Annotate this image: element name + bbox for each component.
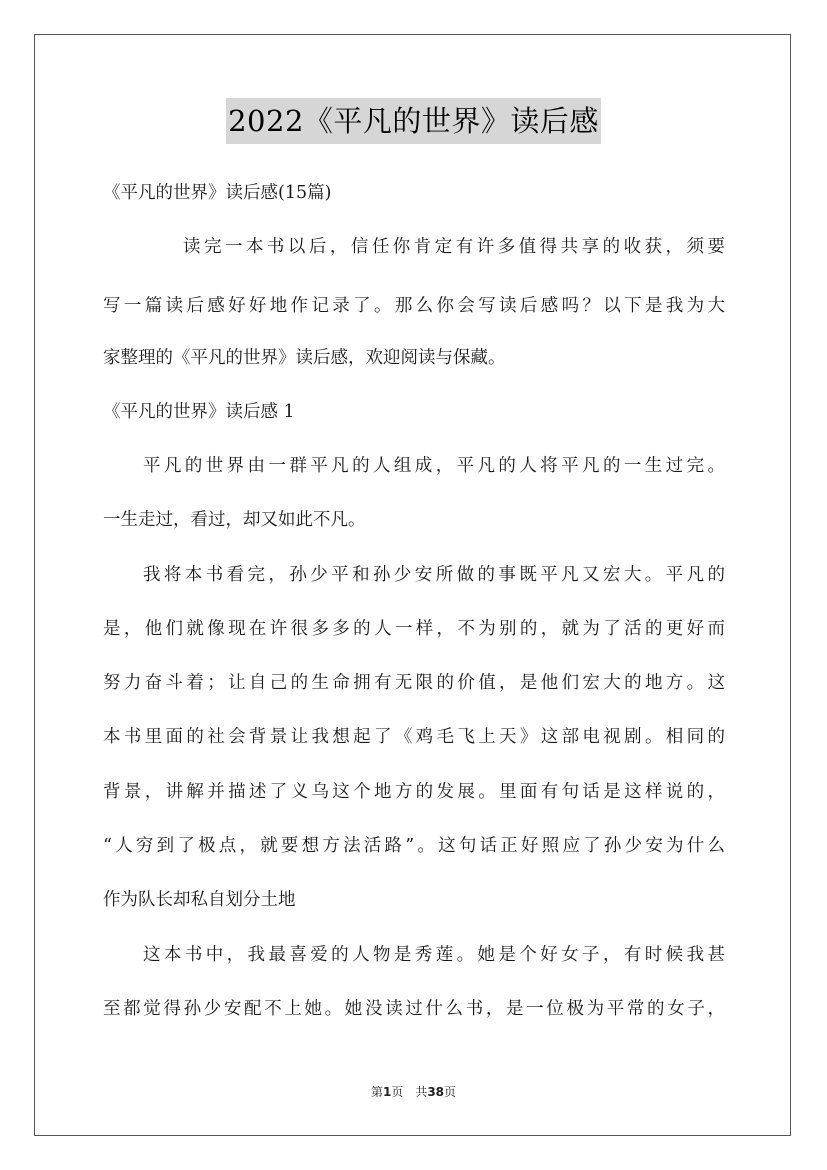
- paragraph-line: 至都觉得孙少安配不上她。她没读过什么书，是一位极为平常的女子，: [103, 999, 725, 1019]
- page-prefix: 第: [370, 1085, 383, 1099]
- page-suffix: 页: [444, 1085, 457, 1099]
- paragraph-line: 家整理的《平凡的世界》读后感，欢迎阅读与保藏。: [103, 348, 506, 368]
- paragraph-line: 作为队长却私自划分土地: [103, 890, 296, 910]
- total-page-number: 38: [427, 1085, 445, 1099]
- paragraph-line: 努力奋斗着；让自己的生命拥有无限的价值，是他们宏大的地方。这: [103, 673, 725, 693]
- paragraph-line: 是，他们就像现在许很多多的人一样，不为别的，就为了活的更好而: [103, 619, 725, 639]
- paragraph-line: 平凡的世界由一群平凡的人组成，平凡的人将平凡的一生过完。: [143, 456, 725, 476]
- page-footer: [0, 1083, 827, 1100]
- paragraph-line: 背景，讲解并描述了义乌这个地方的发展。里面有句话是这样说的，: [103, 782, 725, 802]
- title-container: [0, 98, 827, 144]
- document-title: 2022《平凡的世界》读后感: [226, 98, 601, 144]
- page-middle-text: 页 共: [391, 1085, 428, 1099]
- paragraph-line: 这本书中，我最喜爱的人物是秀莲。她是个好女子，有时候我甚: [143, 945, 725, 965]
- paragraph-line: 本书里面的社会背景让我想起了《鸡毛飞上天》这部电视剧。相同的: [103, 727, 725, 747]
- subtitle-line: 《平凡的世界》读后感(15篇): [103, 183, 332, 203]
- paragraph-line: 读完一本书以后，信任你肯定有许多值得共享的收获，须要: [183, 237, 725, 257]
- paragraph-line: 我将本书看完，孙少平和孙少安所做的事既平凡又宏大。平凡的: [143, 565, 725, 585]
- section-heading: 《平凡的世界》读后感 1: [103, 402, 295, 422]
- paragraph-line: “人穷到了极点，就要想方法活路”。这句话正好照应了孙少安为什么: [103, 836, 725, 856]
- paragraph-line: 一生走过，看过，却又如此不凡。: [103, 510, 366, 530]
- current-page-number: 1: [382, 1085, 392, 1099]
- paragraph-line: 写一篇读后感好好地作记录了。那么你会写读后感吗？以下是我为大: [103, 296, 725, 316]
